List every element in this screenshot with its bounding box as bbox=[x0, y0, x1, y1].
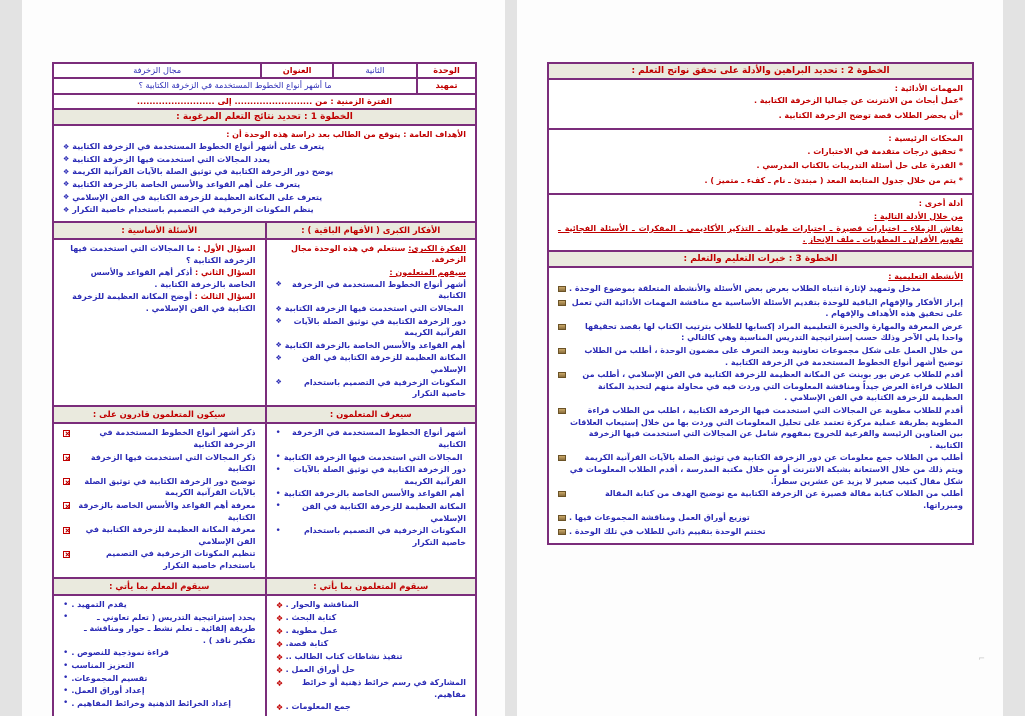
list-item bbox=[63, 192, 466, 204]
diamond-bullet-icon: ❖ bbox=[63, 180, 70, 189]
list-item-label: قراءة نموذجية للنصوص . bbox=[71, 648, 170, 658]
goals-lead: الأهداف العامة : يتوقع من الطالب بعد دراسة هذه الوحدة أن : bbox=[226, 129, 466, 139]
list-item-label: من خلال العمل على شكل مجموعات تعاونية وبعد التعرف على مضمون الوحدة ، أطلب من الطلاب توضيح أشهر أنواع الخطوط المستخدمة في الزخرفة الكتابية . bbox=[584, 345, 963, 367]
evidence-item: *عمل أبحاث من الانترنت عن جماليا الزخرفة الكتابية . bbox=[753, 96, 963, 106]
list-item-label: التعزيز المناسب bbox=[71, 661, 135, 671]
list-item-label: تقسيم المجموعات. bbox=[71, 673, 148, 683]
list-item bbox=[63, 660, 256, 672]
list-item bbox=[63, 500, 256, 523]
list-item-label: أطلب من الطلاب كتابة مقالة قصيرة عن الزخرفة الكتابية مع توضيح الهدف من كتابة المقالة ومبرراتها. bbox=[604, 489, 963, 510]
essential-question bbox=[63, 267, 256, 291]
flag-bullet-icon: ❖ bbox=[275, 678, 283, 688]
diamond-bullet-icon: ❖ bbox=[63, 142, 70, 151]
book-bullet-icon bbox=[558, 452, 566, 465]
book-bullet-icon bbox=[558, 488, 566, 501]
big-idea-lead-rest: سنتعلم في هذه الوحدة مجال الزخرفة. bbox=[291, 244, 466, 265]
list-item-label: أشهر أنواع الخطوط المستخدمة في الزخرفة الكتابية bbox=[292, 428, 466, 449]
list-item-label: دور الزخرفة الكتابية في توثيق الصلة بالآيات القرآنية الكريمة bbox=[293, 316, 466, 338]
list-item-label: المجالات التي استخدمت فيها الزخرفة الكتابية bbox=[283, 452, 463, 462]
essential-questions-header: الأسئلة الأساسية : bbox=[54, 223, 265, 239]
list-item bbox=[276, 625, 467, 637]
criteria-lead: المحكات الرئيسية : bbox=[888, 134, 963, 144]
evidence-item: * يتم من خلال جدول المتابعة المعد ( مبتدئ ـ نام ـ كفء ـ متميز ) . bbox=[704, 175, 963, 185]
performance-tasks-lead: المهمات الأدائية : bbox=[894, 84, 963, 93]
list-item bbox=[276, 651, 467, 663]
list-item-label: إبراز الأفكار والإفهام الباقية للوحدة بتقديم الأسئلة الأساسية مع مناقشة المهمات الأدائية التي تعمل على تحقيق هذه الأهداف والإفهام . bbox=[571, 297, 963, 319]
essential-question bbox=[63, 243, 256, 267]
list-item bbox=[63, 427, 256, 450]
list-item-label: يتعرف على المكانة العظيمة للزخرفة الكتابية في الفن الإسلامي bbox=[72, 192, 323, 202]
book-bullet-icon bbox=[558, 283, 566, 296]
list-item bbox=[276, 352, 467, 375]
criteria-list bbox=[558, 146, 963, 187]
list-item bbox=[558, 297, 963, 320]
list-item-label: معرفة أهم القواعد والأسس الخاصة بالزخرفة الكتابية bbox=[78, 500, 256, 522]
learner-activities-list bbox=[276, 599, 467, 713]
other-evidence-text: نقاش الزملاء ـ اختبارات قصيرة ـ اختبارات طويلة ـ التذكير الأكاديمي ـ المفكرات ـ الأسئلة الفجائية ـ تقويم الأقران ـ المطويات ـ ملف الإنجاز . bbox=[558, 223, 963, 245]
performance-tasks-list bbox=[558, 95, 963, 121]
question-text: ما المجالات التي استخدمت فيها الزخرفة الكتابية ؟ bbox=[70, 244, 256, 266]
list-item bbox=[276, 279, 467, 302]
diamond-bullet-icon: ❖ bbox=[63, 155, 70, 164]
list-item-label: ذكر أشهر أنواع الخطوط المستخدمة في الزخرفة الكتابية bbox=[99, 428, 256, 449]
will-understand-lead: سيفهم المتعلمون : bbox=[389, 267, 466, 277]
list-item bbox=[276, 427, 467, 450]
list-item-label: كتابة البحث . bbox=[285, 613, 337, 623]
flag-bullet-icon: ❖ bbox=[275, 652, 283, 662]
book-bullet-icon bbox=[558, 369, 566, 382]
list-item bbox=[63, 612, 256, 647]
other-evidence-row bbox=[549, 195, 972, 252]
unit-label: الوحدة bbox=[416, 64, 475, 77]
will-be-able-list bbox=[63, 427, 256, 571]
activities-block bbox=[553, 269, 968, 542]
other-evidence-block bbox=[553, 196, 968, 249]
flag-bullet-icon: ❖ bbox=[275, 600, 283, 610]
dot-bullet-icon: • bbox=[63, 660, 69, 671]
list-item bbox=[276, 488, 467, 500]
list-item-label: مدخل وتمهيد لإثارة انتباه الطلاب بعرض بعض الأسئلة والأنشطة المتعلقة بموضوع الوحدة . bbox=[569, 284, 921, 294]
big-idea-lead bbox=[276, 243, 467, 265]
intro-label: تمهيد bbox=[416, 79, 475, 92]
time-period: الفترة الزمنية : من ......................... إلى ......................... bbox=[136, 95, 393, 106]
goals-block bbox=[58, 127, 471, 220]
list-item-label: توزيع أوراق العمل ومناقشة المجموعات فيها . bbox=[569, 513, 750, 523]
broken-image-bullet-icon bbox=[63, 500, 70, 513]
list-item-label: يتعرف على أهم القواعد والأسس الخاصة بالزخرفة الكتابية bbox=[72, 179, 301, 189]
flag-bullet-icon: ❖ bbox=[275, 613, 283, 623]
header-row-period bbox=[54, 95, 475, 110]
diamond-bullet-icon: ❖ bbox=[275, 378, 282, 387]
list-item-label: أقدم للطلاب مطوية عن المجالات التي استخدمت فيها الزخرفة الكتابية ، اطلب من الطلاب قراءة المطوية بطريقة عملية مركزة تعتمد على تحليل المعلومات التي وردت بها من خلال إستيعاب العلاقات بين العناوين الرئيسة والفرعية للخروج بمفهوم شامل عن المجالات التي استخدمت فيها الزخرفة الكتابية . bbox=[570, 405, 963, 450]
big-ideas-content-row bbox=[54, 240, 475, 407]
list-item bbox=[276, 501, 467, 524]
book-bullet-icon bbox=[558, 297, 566, 310]
list-item-label: أهم القواعد والأسس الخاصة بالزخرفة الكتابية bbox=[284, 340, 466, 350]
essential-question bbox=[63, 291, 256, 315]
list-item bbox=[63, 548, 256, 571]
flag-bullet-icon: ❖ bbox=[275, 665, 283, 675]
dot-bullet-icon: • bbox=[275, 488, 281, 499]
goals-row bbox=[54, 126, 475, 223]
evidence-item: * تحقيق درجات متقدمة في الاختبارات . bbox=[807, 146, 963, 156]
will-know-header: سيعرف المتعلمون : bbox=[265, 407, 476, 423]
page-left bbox=[22, 0, 505, 716]
list-item bbox=[276, 612, 467, 624]
performance-tasks-row bbox=[549, 80, 972, 130]
evidence-item: *أن يحضر الطلاب قصة توضح الزخرفة الكتابية . bbox=[778, 110, 963, 120]
flag-bullet-icon: ❖ bbox=[275, 626, 283, 636]
list-item bbox=[276, 599, 467, 611]
performance-tasks-block bbox=[553, 81, 968, 127]
diamond-bullet-icon: ❖ bbox=[275, 317, 282, 326]
list-item-label: يقدم التمهيد . bbox=[71, 600, 127, 610]
activities-lead: الأنشطة التعليمية : bbox=[888, 271, 963, 281]
doing-header-row bbox=[54, 579, 475, 597]
question-label: السؤال الأول : bbox=[197, 244, 256, 254]
step3-band: الخطوة 3 : خبرات التعليم والتعلم : bbox=[549, 252, 972, 268]
list-item bbox=[276, 464, 467, 487]
will-be-able-header: سيكون المتعلمون قادرون على : bbox=[54, 407, 265, 423]
list-item bbox=[63, 179, 466, 191]
intro-value: ما أشهر أنواع الخطوط المستخدمة في الزخرفة الكتابية ؟ bbox=[138, 80, 332, 91]
list-item bbox=[63, 698, 256, 710]
dot-bullet-icon: • bbox=[275, 501, 281, 512]
diamond-bullet-icon: ❖ bbox=[275, 341, 282, 350]
dot-bullet-icon: • bbox=[275, 464, 281, 475]
book-bullet-icon bbox=[558, 512, 566, 525]
list-item-label: إعداد أوراق العمل. bbox=[71, 686, 145, 696]
big-ideas-block bbox=[271, 241, 472, 404]
dot-bullet-icon: • bbox=[63, 612, 69, 623]
will-know-list bbox=[276, 427, 467, 548]
list-item-label: أقدم للطلاب عرض بور بوينت عن المكانة العظيمة للزخرفة الكتابية في الفن الإسلامي ، أطلب من الطلاب قراءة العرض جيداً ومناقشة المعلومات التي وردت فيه في محاولة منهم لتحديد المكانة العظيمة للزخرفة الكتابية في الفن الإسلامي . bbox=[582, 370, 963, 403]
list-item-label: عرض المعرفة والمهارة والخبرة التعليمية المراد إكسابها للطلاب بترتيب الكتاب لها بقصد تحقيقها واحدا يلي الآخر وذلك حسب إستراتيجية التدريس المناسبة وهي كالتالي : bbox=[584, 321, 963, 343]
criteria-block bbox=[553, 131, 968, 192]
evidence-item: * القدرة على حل أسئلة التدريبات بالكتاب المدرسي . bbox=[756, 161, 963, 171]
page-right bbox=[517, 0, 1003, 716]
dot-bullet-icon: • bbox=[63, 673, 69, 684]
list-item bbox=[558, 452, 963, 487]
big-ideas-header: الأفكار الكبرى ( الأفهام الباقية ) : bbox=[265, 223, 476, 239]
list-item bbox=[276, 525, 467, 548]
lesson-plan-table-left bbox=[52, 62, 477, 716]
dot-bullet-icon: • bbox=[275, 452, 281, 463]
step2-band: الخطوة 2 : تحديد البراهين والأدلة على تحقق نواتج التعلم : bbox=[549, 64, 972, 80]
criteria-row bbox=[549, 130, 972, 195]
list-item-label: تنظيم المكونات الزخرفية في التصميم باستخدام خاصية التكرار bbox=[105, 549, 256, 570]
list-item bbox=[276, 664, 467, 676]
step1-band: الخطوة 1 : تحديد نتائج التعلم المرغوبة : bbox=[54, 110, 475, 126]
diamond-bullet-icon: ❖ bbox=[275, 353, 282, 362]
diamond-bullet-icon: ❖ bbox=[275, 304, 282, 313]
list-item-label: أهم القواعد والأسس الخاصة بالزخرفة الكتابية bbox=[283, 489, 465, 499]
title-label: العنوان bbox=[260, 64, 332, 77]
book-bullet-icon bbox=[558, 345, 566, 358]
question-text: أوضح المكانة العظيمة للزخرفة الكتابية في الفن الإسلامي . bbox=[72, 292, 256, 314]
list-item bbox=[63, 599, 256, 611]
diamond-bullet-icon: ❖ bbox=[63, 205, 70, 214]
list-item bbox=[558, 283, 963, 296]
broken-image-bullet-icon bbox=[63, 548, 70, 561]
list-item-label: كتابة قصة. bbox=[285, 639, 329, 649]
list-item bbox=[558, 369, 963, 404]
big-ideas-list bbox=[276, 279, 467, 400]
list-item bbox=[63, 154, 466, 166]
broken-image-bullet-icon bbox=[63, 524, 70, 537]
knowledge-header-row bbox=[54, 407, 475, 425]
list-item-label: أطلب من الطلاب جمع معلومات عن دور الزخرفة الكتابية في توثيق الصلة بالآيات القرآنية الكريمة ويتم ذلك من خلال الاستعانة بشبكة الانترنت أو من خلال مكتبة المدرسة ، أقدم الطلاب المعلومات في شكل مقال كتيب صغير لا يزيد عن عشرين سطراً. bbox=[569, 453, 963, 486]
teacher-activities-list bbox=[63, 599, 256, 709]
list-item bbox=[63, 166, 466, 178]
list-item bbox=[276, 377, 467, 400]
list-item-label: معرفة المكانة العظيمة للزخرفة الكتابية في الفن الإسلامي bbox=[85, 525, 256, 546]
list-item bbox=[63, 452, 256, 475]
big-ideas-header-row bbox=[54, 223, 475, 241]
book-bullet-icon bbox=[558, 405, 566, 418]
list-item-label: المكونات الزخرفية في التصميم باستخدام خاصية التكرار bbox=[303, 526, 466, 547]
list-item bbox=[63, 204, 466, 216]
doing-content-row bbox=[54, 596, 475, 716]
unit-value: الثانية bbox=[332, 64, 416, 77]
header-row-unit bbox=[54, 64, 475, 79]
list-item-label: إعداد الخرائط الذهنية وخرائط المفاهيم . bbox=[71, 698, 232, 708]
essential-questions-block bbox=[58, 241, 261, 318]
list-item-label: يعدد المجالات التي استخدمت فيها الزخرفة الكتابية bbox=[72, 154, 271, 164]
list-item-label: ذكر المجالات التي استخدمت فيها الزخرفة الكتابية bbox=[90, 452, 256, 474]
dot-bullet-icon: • bbox=[63, 647, 69, 658]
list-item bbox=[63, 141, 466, 153]
questions-list bbox=[63, 243, 256, 315]
flag-bullet-icon: ❖ bbox=[275, 702, 283, 712]
teacher-will-do-block bbox=[58, 597, 261, 713]
dot-bullet-icon: • bbox=[275, 525, 281, 536]
question-text: أذكر أهم القواعد والأسس الخاصة بالزخرفة الكتابية . bbox=[90, 268, 256, 290]
list-item-label: تنفيذ نشاطات كتاب الطالب .. bbox=[285, 652, 403, 662]
learners-will-do-header: سيقوم المتعلمون بما يأتي : bbox=[265, 579, 476, 595]
list-item bbox=[63, 673, 256, 685]
activities-row bbox=[549, 268, 972, 543]
other-evidence-lead: أدلة أخرى : bbox=[918, 199, 963, 209]
goals-list bbox=[63, 141, 466, 216]
will-know-block bbox=[271, 425, 472, 552]
lesson-plan-table-right bbox=[547, 62, 974, 545]
other-evidence-sub: من خلال الأدلة التالية : bbox=[873, 211, 963, 221]
list-item-label: يحدد إستراتيجية التدريس ( تعلم تعاوني ـ طريقة إلقائية ـ تعلم نشط ـ حوار ومناقشة ـ تفكير ناقد ) . bbox=[83, 612, 256, 645]
list-item-label: دور الزخرفة الكتابية في توثيق الصلة بالآيات القرآنية الكريمة bbox=[293, 465, 466, 486]
list-item bbox=[276, 316, 467, 339]
big-idea-lead-label: الفكرة الكبرى: bbox=[408, 244, 466, 254]
list-item-label: يوضح دور الزخرفة الكتابية في توثيق الصلة بالآيات القرآنية الكريمة bbox=[72, 167, 334, 177]
list-item bbox=[276, 303, 467, 315]
dot-bullet-icon: • bbox=[63, 698, 69, 709]
list-item-label: حل أوراق العمل . bbox=[285, 665, 355, 675]
list-item bbox=[276, 340, 467, 352]
list-item-label: جمع المعلومات . bbox=[285, 702, 351, 712]
list-item bbox=[63, 524, 256, 547]
broken-image-bullet-icon bbox=[63, 427, 70, 440]
list-item bbox=[558, 488, 963, 511]
list-item bbox=[558, 345, 963, 368]
dot-bullet-icon: • bbox=[63, 685, 69, 696]
list-item bbox=[276, 677, 467, 700]
list-item bbox=[558, 526, 963, 539]
question-label: السؤال الثالث : bbox=[194, 292, 256, 302]
list-item bbox=[558, 405, 963, 451]
will-be-able-block bbox=[58, 425, 261, 575]
broken-image-bullet-icon bbox=[63, 452, 70, 465]
list-item bbox=[558, 512, 963, 525]
list-item bbox=[276, 452, 467, 464]
list-item-label: المكانة العظيمة للزخرفة الكتابية في الفن الإسلامي bbox=[302, 501, 466, 523]
list-item bbox=[63, 476, 256, 499]
header-row-intro bbox=[54, 79, 475, 94]
flag-bullet-icon: ❖ bbox=[275, 639, 283, 649]
learners-will-do-block bbox=[271, 597, 472, 716]
dot-bullet-icon: • bbox=[275, 427, 281, 438]
book-bullet-icon bbox=[558, 526, 566, 539]
list-item-label: توضيح دور الزخرفة الكتابية في توثيق الصلة بالآيات القرآنية الكريمة bbox=[84, 476, 256, 498]
list-item bbox=[63, 647, 256, 659]
teacher-will-do-header: سيقوم المعلم بما يأتي : bbox=[54, 579, 265, 595]
page-corner-mark: ⌐ bbox=[978, 654, 985, 663]
list-item-label: المناقشة والحوار . bbox=[285, 600, 359, 610]
list-item bbox=[276, 638, 467, 650]
list-item-label: ينظم المكونات الزخرفية في التصميم باستخدام خاصية التكرار bbox=[72, 205, 314, 215]
broken-image-bullet-icon bbox=[63, 476, 70, 489]
title-value: مجال الزخرفة bbox=[133, 65, 182, 75]
diamond-bullet-icon: ❖ bbox=[63, 167, 70, 176]
list-item bbox=[558, 321, 963, 344]
list-item bbox=[63, 685, 256, 697]
diamond-bullet-icon: ❖ bbox=[275, 280, 282, 289]
teaching-activities-list bbox=[558, 283, 963, 538]
list-item-label: المشاركة في رسم خرائط ذهنية أو خرائط مفاهيم. bbox=[301, 678, 466, 699]
diamond-bullet-icon: ❖ bbox=[63, 193, 70, 201]
list-item-label: المجالات التي استخدمت فيها الزخرفة الكتابية bbox=[284, 304, 464, 314]
list-item-label: عمل مطوية . bbox=[285, 626, 338, 636]
dot-bullet-icon: • bbox=[63, 599, 69, 610]
question-label: السؤال الثاني : bbox=[195, 268, 256, 278]
list-item bbox=[276, 701, 467, 713]
knowledge-content-row bbox=[54, 424, 475, 578]
list-item-label: أشهر أنواع الخطوط المستخدمة في الزخرفة الكتابية bbox=[292, 279, 466, 301]
list-item-label: يتعرف على أشهر أنواع الخطوط المستخدمة في الزخرفة الكتابية bbox=[72, 142, 325, 152]
list-item-label: المكونات الزخرفية في التصميم باستخدام خاصية التكرار bbox=[303, 377, 466, 399]
book-bullet-icon bbox=[558, 321, 566, 334]
list-item-label: المكانة العظيمة للزخرفة الكتابية في الفن الإسلامي bbox=[302, 353, 466, 374]
list-item-label: تختتم الوحدة بتقييم ذاتي للطلاب في تلك الوحدة . bbox=[569, 526, 766, 536]
